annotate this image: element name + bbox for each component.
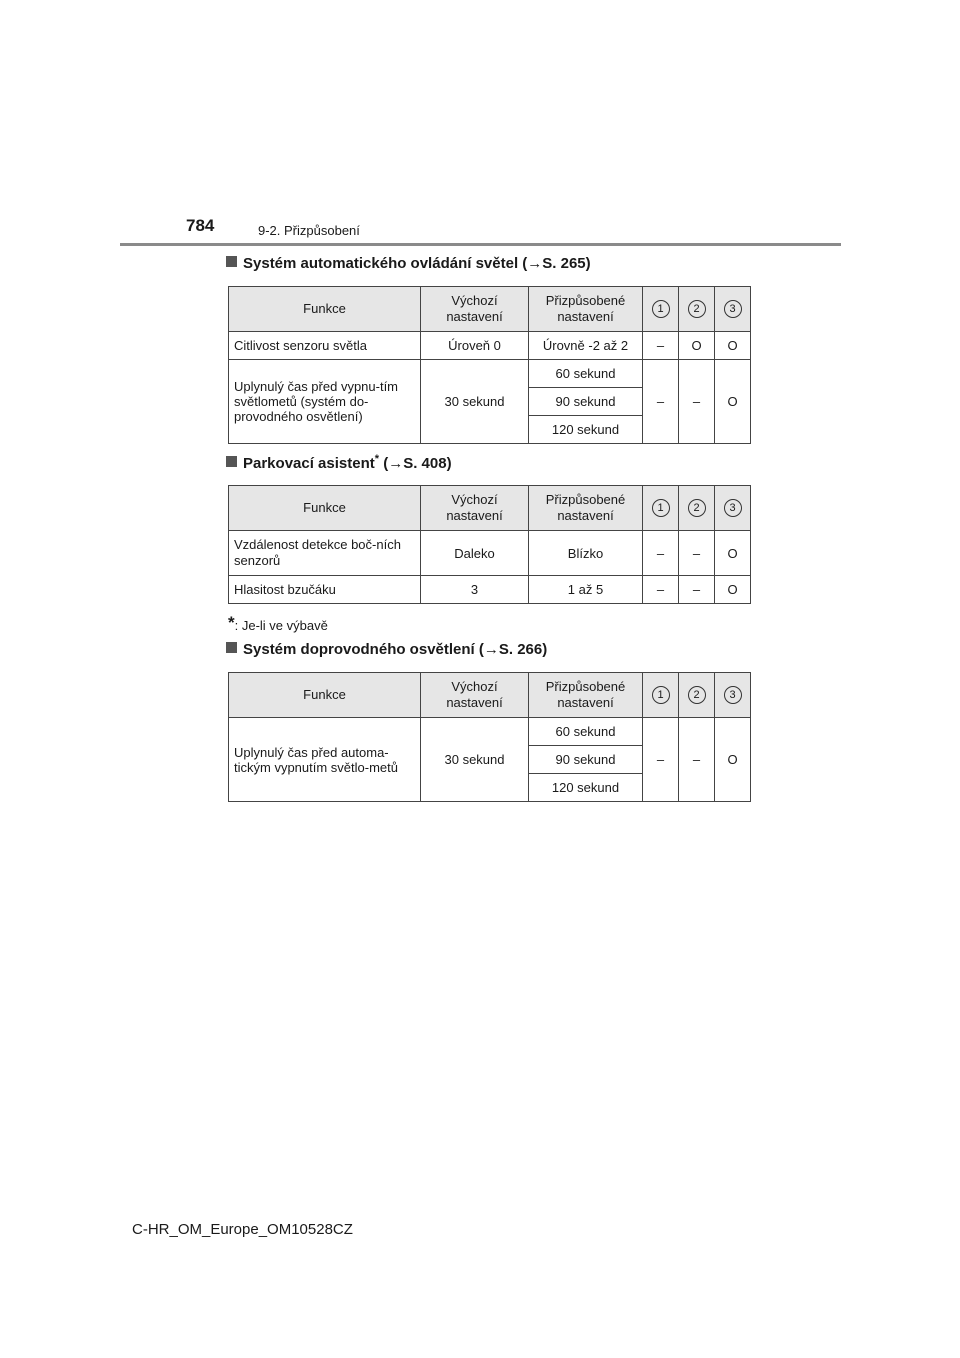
table-cell: – (643, 332, 679, 360)
settings-table (228, 286, 751, 444)
table-header-row (229, 673, 751, 718)
table-cell: Blízko (529, 531, 643, 576)
arrow-icon: → (483, 641, 499, 658)
table-cell: 60 sekund (529, 718, 643, 746)
table-row (229, 718, 751, 746)
table-cell: Citlivost senzoru světla (229, 332, 421, 360)
circled-number-icon: 2 (688, 300, 706, 318)
table-cell: – (679, 360, 715, 444)
column-header (643, 486, 679, 531)
table-header-row (229, 486, 751, 531)
table-cell: – (643, 576, 679, 604)
table-cell: O (715, 576, 751, 604)
square-bullet-icon (226, 256, 237, 267)
column-header (643, 287, 679, 332)
table-cell: – (679, 576, 715, 604)
column-header: Přizpůsobené nastavení (529, 486, 643, 531)
table-row (229, 531, 751, 576)
circled-number-icon: 1 (652, 300, 670, 318)
table-cell: – (643, 360, 679, 444)
table-cell: O (679, 332, 715, 360)
circled-number-icon: 3 (724, 686, 742, 704)
page-number: 784 (186, 216, 215, 235)
table-cell: – (643, 718, 679, 802)
column-header: Výchozí nastavení (421, 673, 529, 718)
document-code: C-HR_OM_Europe_OM10528CZ (132, 1221, 353, 1238)
circled-number-icon: 1 (652, 686, 670, 704)
column-header: Výchozí nastavení (421, 486, 529, 531)
table-cell: Úrovně -2 až 2 (529, 332, 643, 360)
section-heading: Systém doprovodného osvětlení (→S. 266) (226, 641, 547, 658)
table-cell: 90 sekund (529, 746, 643, 774)
table-cell: O (715, 718, 751, 802)
section-heading: Systém automatického ovládání světel (→S. 265) (226, 255, 591, 272)
table-cell: 3 (421, 576, 529, 604)
table-cell: 1 až 5 (529, 576, 643, 604)
settings-table (228, 485, 751, 604)
settings-table (228, 672, 751, 802)
column-header (715, 287, 751, 332)
header-rule (120, 243, 841, 246)
table-cell: Uplynulý čas před vypnu-tím světlometů (systém do-provodného osvětlení) (229, 360, 421, 444)
column-header (715, 486, 751, 531)
circled-number-icon: 1 (652, 499, 670, 517)
table-cell: 30 sekund (421, 360, 529, 444)
table-cell: O (715, 360, 751, 444)
arrow-icon: → (388, 455, 404, 472)
column-header (643, 673, 679, 718)
table-cell: Vzdálenost detekce boč-ních senzorů (229, 531, 421, 576)
table-row (229, 360, 751, 388)
column-header (715, 673, 751, 718)
column-header: Výchozí nastavení (421, 287, 529, 332)
section-label: 9-2. Přizpůsobení (258, 223, 360, 238)
circled-number-icon: 2 (688, 686, 706, 704)
circled-number-icon: 2 (688, 499, 706, 517)
asterisk-mark: * (228, 613, 235, 632)
table-cell: – (679, 718, 715, 802)
arrow-icon: → (527, 255, 543, 272)
table-cell: O (715, 531, 751, 576)
table-cell: Uplynulý čas před automa-tickým vypnutím světlo-metů (229, 718, 421, 802)
circled-number-icon: 3 (724, 300, 742, 318)
table-cell: – (679, 531, 715, 576)
table-cell: Hlasitost bzučáku (229, 576, 421, 604)
table-cell: – (643, 531, 679, 576)
table-header-row (229, 287, 751, 332)
square-bullet-icon (226, 456, 237, 467)
table-cell: 90 sekund (529, 388, 643, 416)
table-cell: Úroveň 0 (421, 332, 529, 360)
section-heading: Parkovací asistent* (→S. 408) (226, 453, 452, 472)
column-header: Přizpůsobené nastavení (529, 287, 643, 332)
footnote: *: Je-li ve výbavě (228, 613, 328, 633)
column-header (679, 673, 715, 718)
column-header: Přizpůsobené nastavení (529, 673, 643, 718)
asterisk-mark: * (374, 453, 380, 465)
table-cell: 60 sekund (529, 360, 643, 388)
column-header: Funkce (229, 486, 421, 531)
column-header (679, 486, 715, 531)
table-row (229, 576, 751, 604)
table-cell: 120 sekund (529, 416, 643, 444)
column-header: Funkce (229, 287, 421, 332)
table-row (229, 332, 751, 360)
circled-number-icon: 3 (724, 499, 742, 517)
table-cell: 120 sekund (529, 774, 643, 802)
table-cell: O (715, 332, 751, 360)
square-bullet-icon (226, 642, 237, 653)
column-header: Funkce (229, 673, 421, 718)
table-cell: 30 sekund (421, 718, 529, 802)
column-header (679, 287, 715, 332)
table-cell: Daleko (421, 531, 529, 576)
